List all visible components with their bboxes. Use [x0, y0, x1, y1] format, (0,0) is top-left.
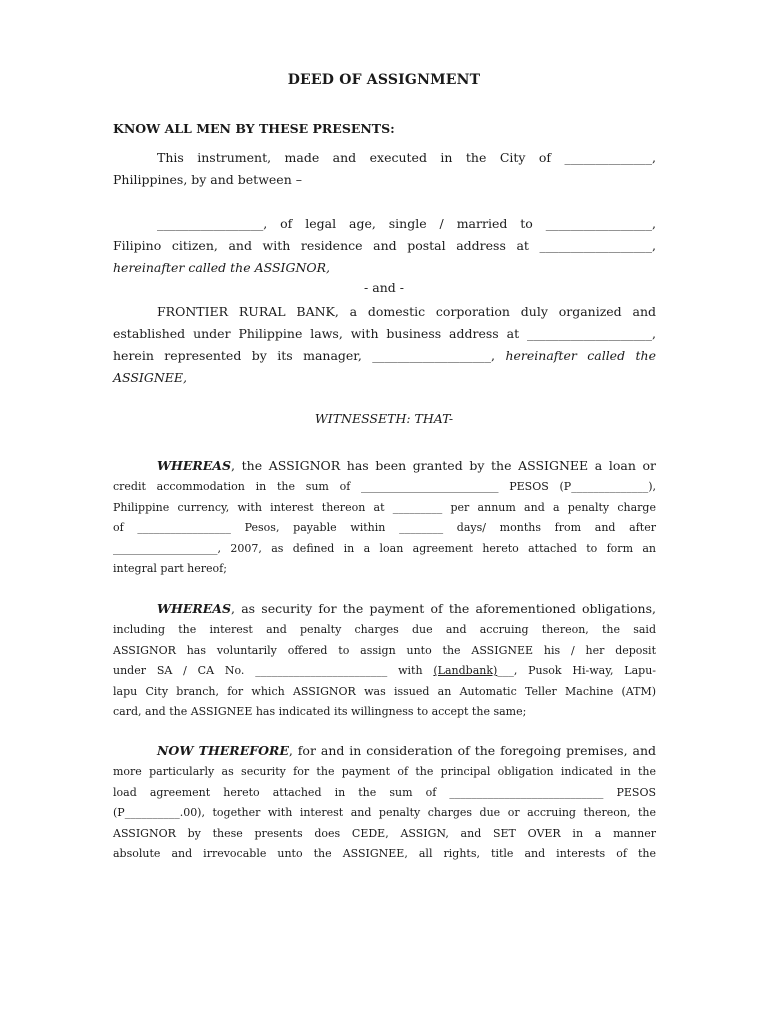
whereas2-line-6: card, and the ASSIGNEE has indicated its willingness to accept the same; [113, 705, 527, 718]
whereas2-line-1 [113, 598, 656, 620]
now-therefore-paragraph [113, 740, 656, 865]
whereas2-line-1-text: , as security for the payment of the aforementioned obligations, [231, 601, 656, 616]
section-heading: KNOW ALL MEN BY THESE PRESENTS: [113, 121, 395, 136]
assignee-line-3-text: herein represented by its manager, ___________________, [113, 348, 496, 363]
whereas1-line-1-text: , the ASSIGNOR has been granted by the ASSIGNEE a loan or [231, 458, 656, 473]
whereas2-line-3: ASSIGNOR has voluntarily offered to assign unto the ASSIGNEE his / her deposit [113, 643, 656, 657]
whereas2-lead: WHEREAS [157, 601, 232, 616]
assignor-paragraph [113, 213, 656, 279]
document-title: DEED OF ASSIGNMENT [287, 72, 481, 88]
assignee-line-1: FRONTIER RURAL BANK, a domestic corporation duly organized and [157, 304, 656, 319]
whereas1-line-6: integral part hereof; [113, 562, 227, 575]
whereas2-line-2: including the interest and penalty charges due and accruing thereon, the said [113, 623, 656, 636]
whereas-paragraph-1 [113, 455, 656, 580]
intro-line-1: This instrument, made and executed in the City of ______________, [157, 150, 656, 165]
now-therefore-line-1 [113, 740, 656, 762]
and-separator: - and - [364, 280, 404, 295]
whereas2-line-4-a: under SA / CA No. ________________________ with [113, 664, 423, 677]
assignor-line-2: Filipino citizen, and with residence and postal address at __________________, [113, 238, 656, 253]
whereas1-line-4: of _________________ Pesos, payable within ________ days/ months from and after [113, 521, 656, 534]
now-therefore-line-6: absolute and irrevocable unto the ASSIGNEE, all rights, title and interests of the [113, 847, 656, 860]
now-therefore-line-1-text: , for and in consideration of the foregoing premises, and [288, 743, 656, 758]
now-therefore-line-3: load agreement hereto attached in the sum of ____________________________ PESOS [113, 785, 656, 799]
whereas2-line-4-underlined: (Landbank) [433, 664, 498, 677]
whereas-paragraph-2 [113, 598, 656, 723]
now-therefore-line-2: more particularly as security for the payment of the principal obligation indicated in the [113, 765, 656, 778]
whereas1-lead: WHEREAS [157, 458, 232, 473]
whereas2-line-5: lapu City branch, for which ASSIGNOR was issued an Automatic Teller Machine (ATM) [113, 684, 656, 698]
whereas1-line-3: Philippine currency, with interest thereon at _________ per annum and a penalty charge [113, 500, 656, 514]
now-therefore-lead: NOW THEREFORE [157, 743, 289, 758]
assignor-line-3: hereinafter called the ASSIGNOR, [113, 260, 331, 275]
whereas2-line-4 [113, 661, 656, 682]
assignee-line-3 [113, 345, 656, 367]
now-therefore-line-5: ASSIGNOR by these presents does CEDE, ASSIGN, and SET OVER in a manner [113, 826, 656, 840]
whereas1-line-1 [113, 455, 656, 477]
witnesseth-heading: WITNESSETH: THAT- [314, 411, 454, 426]
assignee-line-4: ASSIGNEE, [113, 370, 188, 385]
now-therefore-line-4: (P__________.00), together with interest and penalty charges due or accruing thereon, the [113, 806, 656, 819]
intro-line-2: Philippines, by and between – [113, 172, 302, 187]
whereas1-line-5: ___________________, 2007, as defined in a loan agreement hereto attached to form an [113, 541, 656, 555]
assignee-line-2: established under Philippine laws, with business address at ____________________, [113, 326, 656, 341]
assignee-line-3-italic: hereinafter called the [505, 348, 656, 363]
assignee-paragraph [113, 301, 656, 389]
whereas1-line-2: credit accommodation in the sum of _________________________ PESOS (P______________), [113, 480, 656, 493]
assignor-line-1: _________________, of legal age, single / married to _________________, [157, 216, 656, 231]
intro-paragraph [113, 147, 656, 191]
whereas2-line-4-b: ___, Pusok Hi-way, Lapu- [497, 664, 656, 677]
